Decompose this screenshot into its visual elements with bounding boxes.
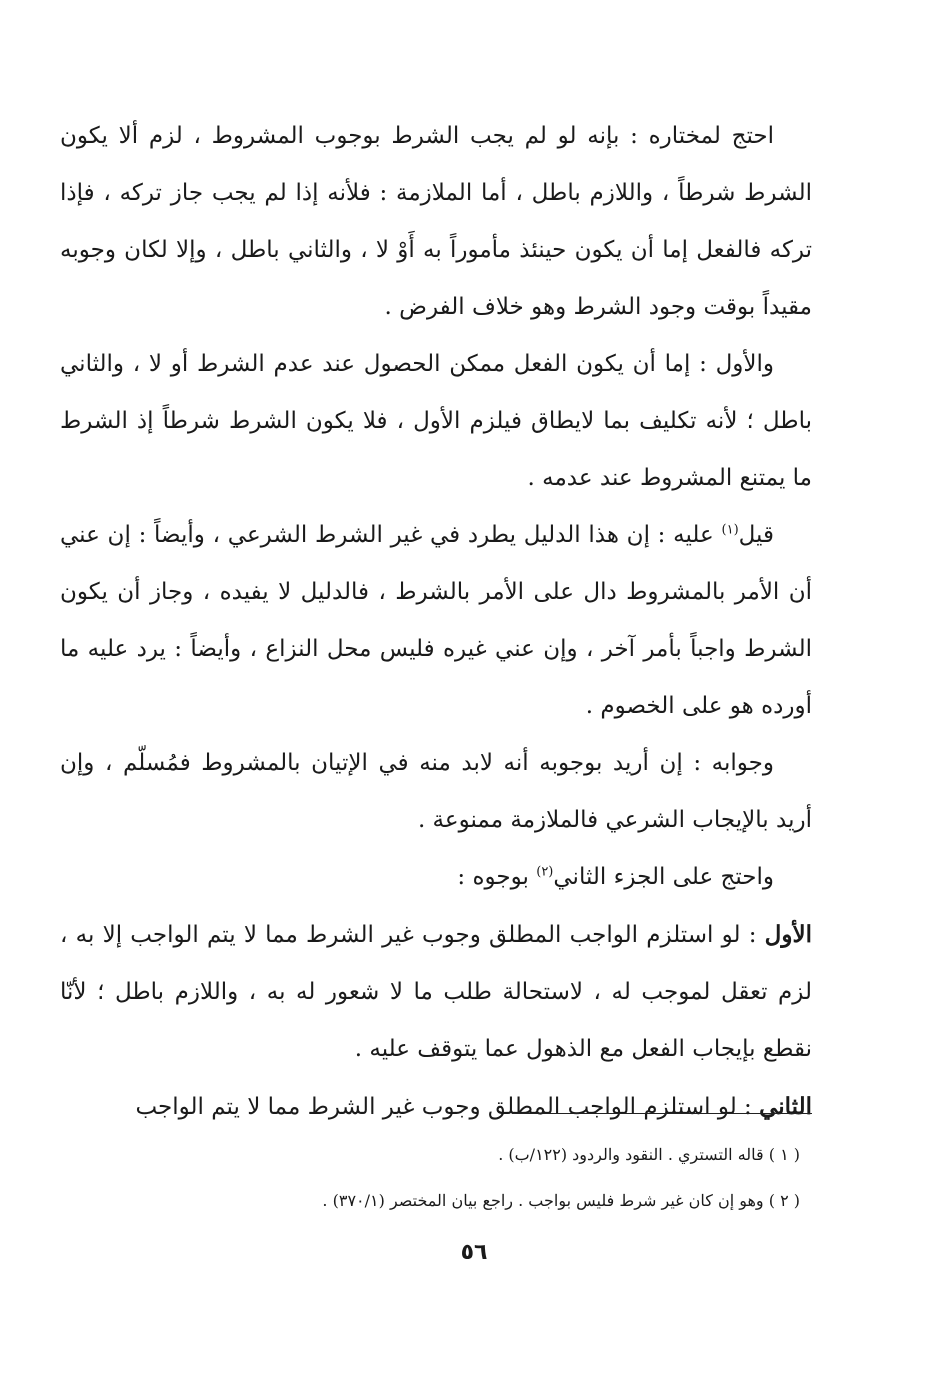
main-text <box>60 108 812 1136</box>
paragraph-3-rest: عليه : إن هذا الدليل يطرد في غير الشرط الشرعي ، وأيضاً : إن عني أن الأمر بالمشروط دال على الأمر بالشرط ، فالدليل لا يفيده ، وجاز أن يكون الشرط واجباً بأمر آخر ، وإن عني غيره فليس محل النزاع ، وأيضاً : يرد عليه ما أورده هو على الخصوم . <box>60 522 812 719</box>
paragraph-2: والأول : إما أن يكون الفعل ممكن الحصول عند عدم الشرط أو لا ، والثاني باطل ؛ لأنه تكليف بما لايطاق فيلزم الأول ، فلا يكون الشرط شرطاً إذ الشرط ما يمتنع المشروط عند عدمه . <box>60 351 812 491</box>
footnote-divider <box>512 1113 812 1114</box>
footnotes <box>60 1132 800 1224</box>
paragraph-5-rest: بوجوه : <box>457 864 537 890</box>
heading-first: الأول <box>764 921 812 948</box>
footnote-ref-1[interactable]: (١) <box>721 522 739 538</box>
page-number: ٥٦ <box>460 1240 488 1265</box>
paragraph-6 <box>60 906 812 1078</box>
footnote-ref-2[interactable]: (٢) <box>536 864 554 880</box>
paragraph-3 <box>60 507 812 735</box>
footnote-1: ( ١ ) قاله التستري . النقود والردود (١٢٢/ب) . <box>498 1145 800 1164</box>
paragraph-4: وجوابه : إن أريد بوجوبه أنه لابد منه في الإتيان بالمشروط فمُسلّم ، وإن أريد بالإيجاب الشرعي فالملازمة ممنوعة . <box>60 750 812 833</box>
paragraph-5-start: واحتج على الجزء الثاني <box>553 864 774 890</box>
paragraph-5 <box>60 849 812 906</box>
paragraph-7 <box>60 1078 812 1136</box>
footnote-2: ( ٢ ) وهو إن كان غير شرط فليس بواجب . راجع بيان المختصر (٣٧٠/١) . <box>322 1191 800 1210</box>
paragraph-3-start: قيل <box>738 522 774 548</box>
paragraph-7-text: : لو استلزم الواجب المطلق وجوب غير الشرط مما لا يتم الواجب <box>135 1094 760 1120</box>
heading-second: الثاني <box>759 1093 812 1120</box>
paragraph-1: احتج لمختاره : بإنه لو لم يجب الشرط بوجوب المشروط ، لزم ألا يكون الشرط شرطاً ، واللازم باطل ، أما الملازمة : فلأنه إذا لم يجب جاز تركه ، فإذا تركه فالفعل إما أن يكون حينئذ مأموراً به أَوْ لا ، والثاني باطل ، وإلا لكان وجوبه مقيداً بوقت وجود الشرط وهو خلاف الفرض . <box>60 123 812 320</box>
paragraph-6-text: : لو استلزم الواجب المطلق وجوب غير الشرط مما لا يتم الواجب إلا به ، لزم تعقل لموجب له ، لاستحالة طلب ما لا شعور له به ، واللازم باطل ؛ لأنّا نقطع بإيجاب الفعل مع الذهول عما يتوقف عليه . <box>60 922 812 1062</box>
